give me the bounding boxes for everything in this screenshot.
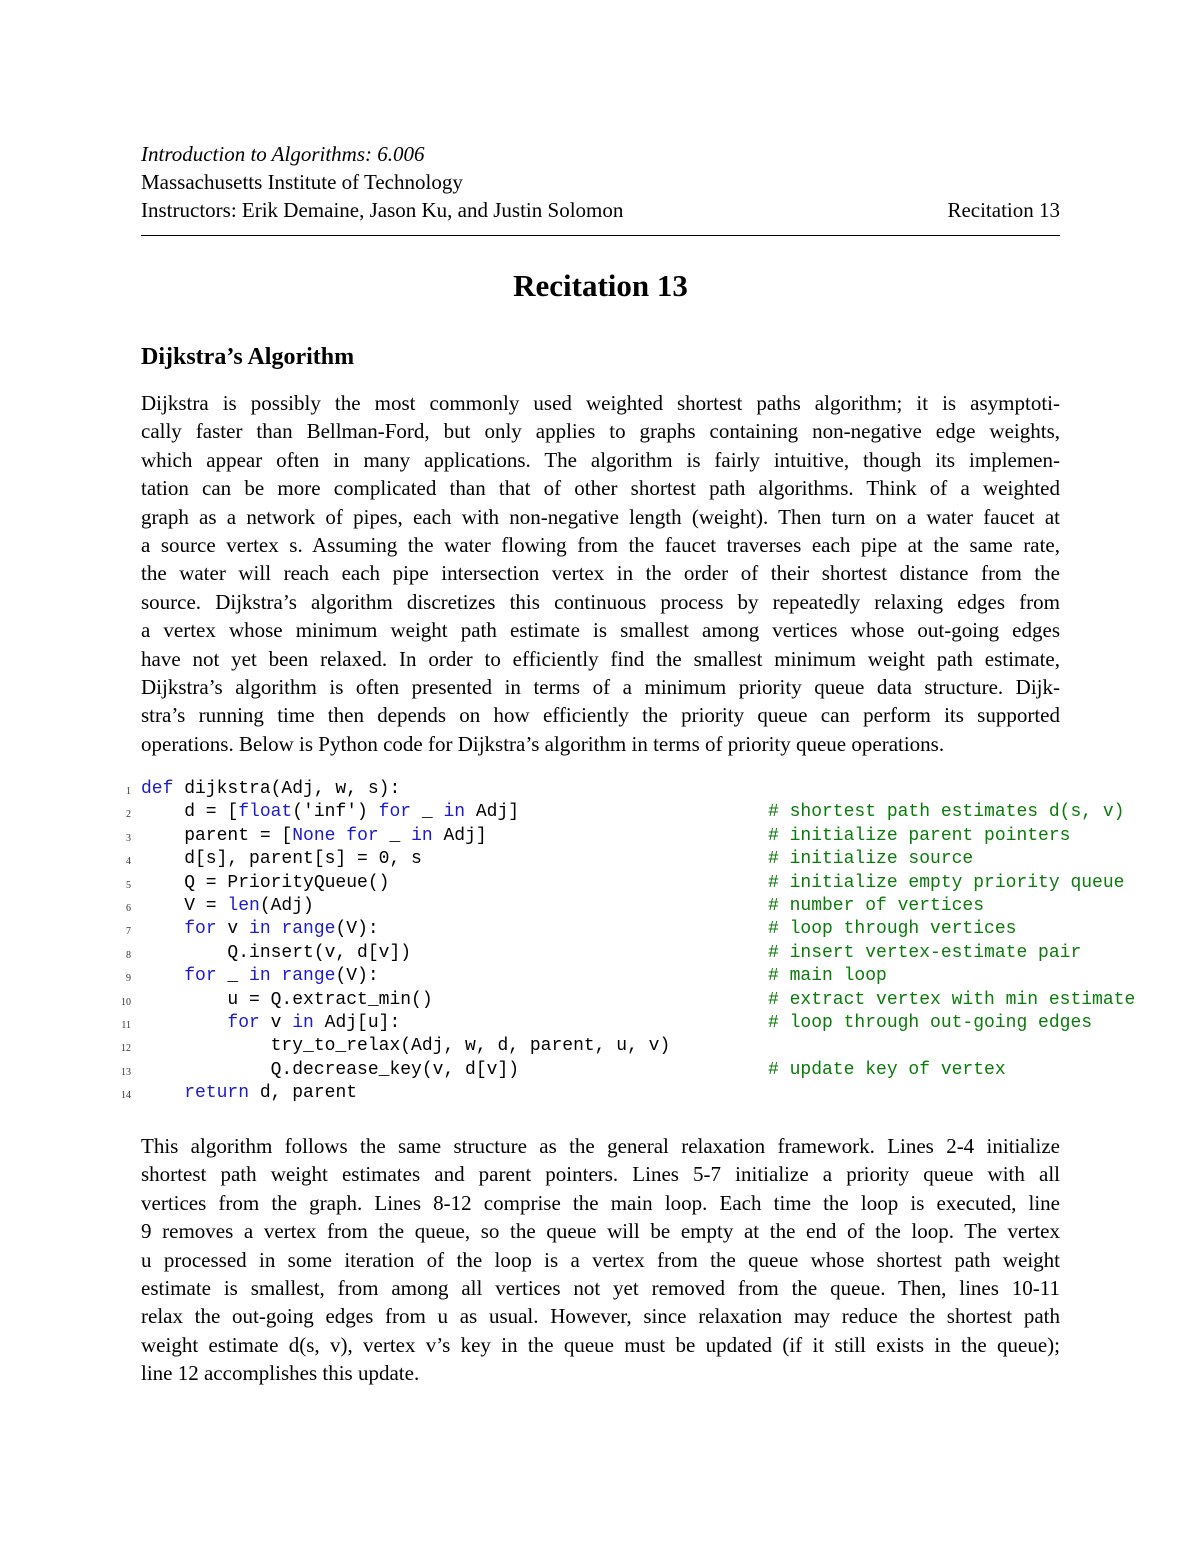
code-keyword: in: [249, 966, 271, 987]
code-line: [111, 1035, 1071, 1058]
code-line-number: 9: [126, 973, 131, 985]
code-line-number: 14: [121, 1090, 131, 1102]
code-keyword: in: [249, 919, 271, 940]
code-comment: # main loop: [768, 966, 887, 987]
code-comment: # initialize source: [768, 849, 974, 870]
institution: Massachusetts Institute of Technology: [141, 170, 463, 194]
code-comment: # insert vertex-estimate pair: [768, 942, 1082, 963]
code-text: for _ in range(V):: [184, 966, 379, 987]
code-line: [111, 801, 1125, 824]
code-line: [111, 825, 1071, 848]
paragraph-line: relax the out-going edges from u as usual. However, since relaxation may reduce the shortest path: [141, 1304, 1060, 1329]
code-listing: [111, 778, 1136, 1105]
code-text: for v in Adj[u]:: [227, 1012, 401, 1033]
code-comment: # loop through vertices: [768, 919, 1017, 940]
header-instructors-row: [141, 196, 1060, 224]
code-line-number: 6: [126, 902, 131, 914]
code-line-number: 2: [126, 809, 131, 821]
paragraph-line: the water will reach each pipe intersection vertex in the order of their shortest distance from the: [141, 561, 1060, 586]
paragraph-line: shortest path weight estimates and parent pointers. Lines 5-7 initialize a priority queue with all: [141, 1162, 1060, 1187]
code-keyword: in: [411, 825, 433, 846]
paragraph-line: have not yet been relaxed. In order to efficiently find the smallest minimum weight path estimate,: [141, 646, 1060, 671]
code-keyword: None: [292, 825, 336, 846]
code-line: [111, 1012, 1093, 1035]
code-text: d = [float('inf') for _ in Adj]: [141, 802, 520, 823]
code-text: Q = PriorityQueue(): [141, 872, 390, 893]
code-comment: # shortest path estimates d(s, v): [768, 802, 1125, 823]
code-text: try_to_relax(Adj, w, d, parent, u, v): [141, 1036, 671, 1057]
code-line: [111, 989, 1136, 1012]
code-keyword: for: [227, 1012, 260, 1033]
code-keyword: for: [184, 966, 217, 987]
course-title: Introduction to Algorithms: 6.006: [141, 142, 425, 166]
paragraph-line: a source vertex s. Assuming the water flowing from the faucet traverses each pipe at the same rate,: [141, 533, 1060, 558]
code-keyword: return: [184, 1083, 250, 1104]
code-keyword: range: [281, 919, 336, 940]
code-line: [111, 1082, 1071, 1105]
code-keyword: in: [292, 1012, 314, 1033]
header-divider: [141, 235, 1060, 236]
code-comment: # update key of vertex: [768, 1059, 1006, 1080]
code-line-number: 12: [121, 1043, 131, 1055]
paragraph-line: stra’s running time then depends on how efficiently the priority queue can perform its supported: [141, 703, 1060, 728]
document-header: [141, 140, 1060, 224]
code-text: V = len(Adj): [141, 895, 314, 916]
code-line: [111, 895, 1071, 918]
code-line-number: 13: [121, 1066, 131, 1078]
code-keyword: range: [281, 966, 336, 987]
code-line: [111, 942, 1082, 965]
code-comment: # number of vertices: [768, 895, 985, 916]
code-line-number: 7: [126, 926, 131, 938]
code-line-number: 1: [126, 786, 131, 797]
code-comment: # initialize empty priority queue: [768, 872, 1125, 893]
code-keyword: def: [141, 779, 174, 799]
explanation-paragraph: [141, 1132, 1060, 1388]
code-line-number: 11: [121, 1019, 131, 1031]
paragraph-line: u processed in some iteration of the loop is a vertex from the queue whose shortest path weight: [141, 1247, 1060, 1272]
paragraph-line: cally faster than Bellman-Ford, but only applies to graphs containing non-negative edge weights,: [141, 419, 1060, 444]
section-title: Dijkstra’s Algorithm: [141, 344, 355, 370]
code-text: parent = [None for _ in Adj]: [141, 825, 487, 846]
code-line-number: 8: [126, 949, 131, 961]
code-text: d[s], parent[s] = 0, s: [141, 849, 422, 870]
code-line: [111, 778, 1071, 801]
paragraph-line: source. Dijkstra’s algorithm discretizes this continuous process by repeatedly relaxing edges from: [141, 589, 1060, 614]
code-comment: # initialize parent pointers: [768, 825, 1071, 846]
code-text: u = Q.extract_min(): [141, 989, 433, 1010]
paragraph-line: operations. Below is Python code for Dijkstra’s algorithm in terms of priority queue operations.: [141, 731, 945, 756]
paragraph-line: graph as a network of pipes, each with non-negative length (weight). Then turn on a water faucet at: [141, 504, 1060, 529]
code-text: Q.insert(v, d[v]): [141, 942, 412, 963]
code-keyword: for: [378, 802, 412, 823]
code-line-number: 3: [126, 832, 131, 844]
code-line-number: 4: [126, 856, 131, 868]
code-comment: # loop through out-going edges: [768, 1012, 1093, 1033]
code-line-number: 10: [121, 996, 131, 1008]
code-line: [111, 848, 1071, 871]
paragraph-line: Dijkstra is possibly the most commonly used weighted shortest paths algorithm; it is asymptoti-: [141, 391, 1060, 415]
code-line: [111, 872, 1125, 895]
code-keyword: for: [184, 919, 217, 940]
paragraph-line: vertices from the graph. Lines 8-12 comprise the main loop. Each time the loop is executed, line: [141, 1190, 1060, 1215]
code-keyword: in: [443, 802, 466, 823]
paragraph-line: tation can be more complicated than that of other shortest path algorithms. Think of a weighted: [141, 476, 1060, 501]
code-text: def dijkstra(Adj, w, s):: [141, 779, 401, 799]
code-text: Q.decrease_key(v, d[v]): [141, 1059, 520, 1080]
paragraph-line: estimate is smallest, from among all vertices not yet removed from the queue. Then, lines 10-11: [141, 1276, 1060, 1301]
paragraph-line: a vertex whose minimum weight path estimate is smallest among vertices whose out-going edges: [141, 618, 1060, 643]
paragraph-line: weight estimate d(s, v), vertex v’s key in the queue must be updated (if it still exists in the queue);: [141, 1332, 1060, 1357]
code-line: [111, 965, 1071, 988]
code-keyword: for: [346, 825, 379, 846]
page-title: Recitation 13: [513, 268, 688, 303]
paragraph-line: line 12 accomplishes this update.: [141, 1361, 420, 1386]
paragraph-line: 9 removes a vertex from the queue, so the queue will be empty at the end of the loop. The vertex: [141, 1219, 1060, 1244]
instructors: Instructors: Erik Demaine, Jason Ku, and Justin Solomon: [141, 198, 624, 222]
code-text: for v in range(V):: [184, 919, 379, 940]
code-line: [111, 1059, 1071, 1082]
intro-paragraph: [141, 389, 1060, 758]
paragraph-line: This algorithm follows the same structure as the general relaxation framework. Lines 2-4 initialize: [141, 1134, 1060, 1158]
code-comment: # extract vertex with min estimate: [768, 989, 1136, 1010]
paragraph-line: which appear often in many applications. The algorithm is fairly intuitive, though its implemen-: [141, 447, 1060, 472]
code-text: return d, parent: [184, 1083, 358, 1104]
paragraph-line: Dijkstra’s algorithm is often presented in terms of a minimum priority queue data structure. Dijk-: [141, 675, 1060, 700]
header-recitation-label: Recitation 13: [947, 198, 1060, 222]
code-line: [111, 918, 1071, 941]
code-line-number: 5: [126, 879, 131, 891]
code-keyword: float: [238, 802, 293, 823]
code-keyword: len: [227, 895, 260, 916]
